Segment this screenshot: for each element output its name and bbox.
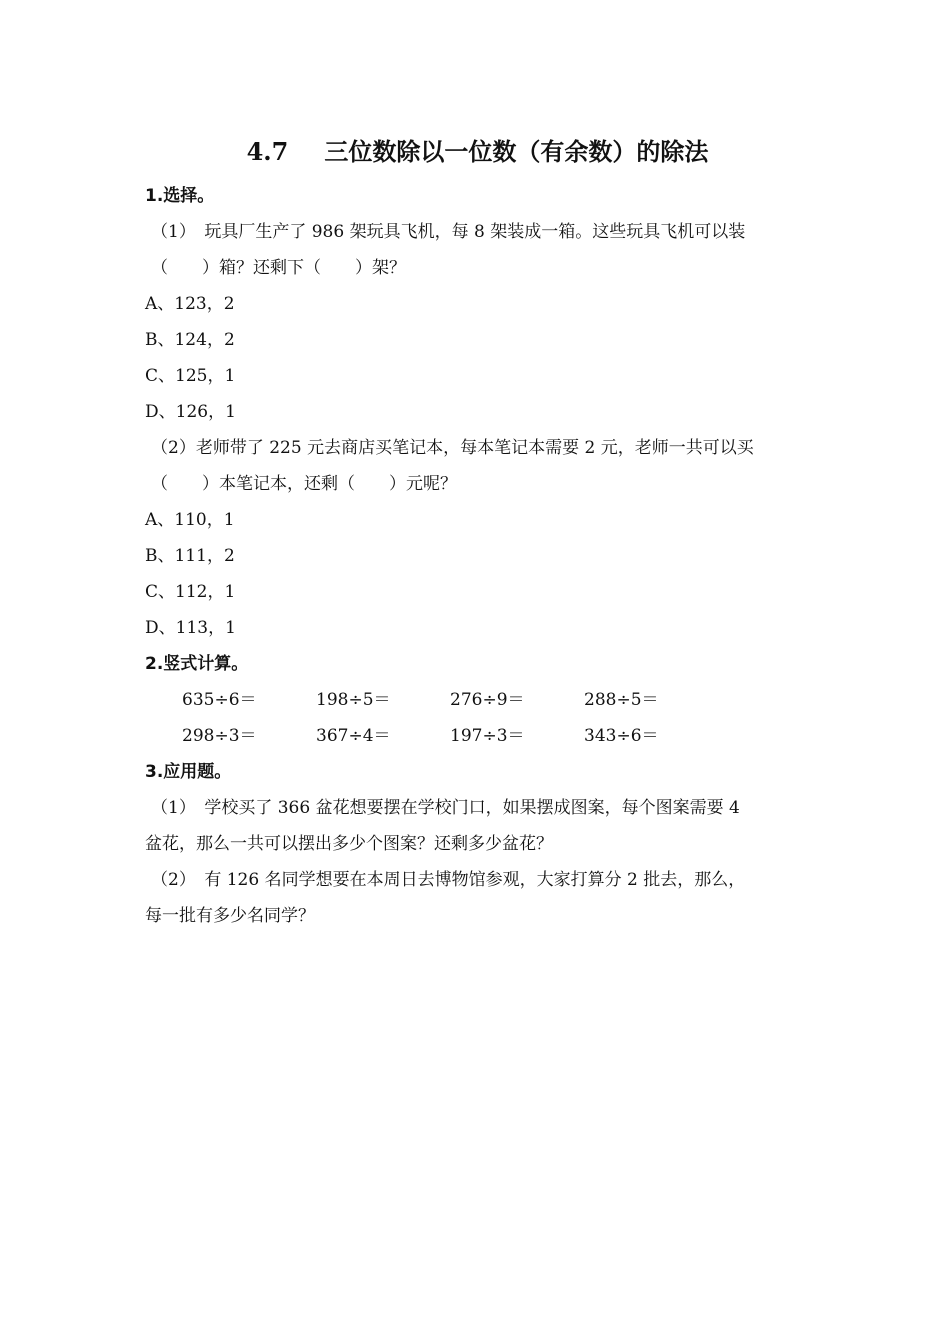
section1-heading: 1.选择。: [145, 186, 215, 206]
calc-item: 276÷9＝: [450, 690, 525, 710]
q2-text-line2: （ ）本笔记本，还剩（ ）元呢？: [151, 474, 457, 494]
section3-heading: 3.应用题。: [145, 762, 232, 782]
title-text: 三位数除以一位数（有余数）的除法: [324, 137, 709, 166]
q2-option-a: A、110，1: [145, 510, 235, 530]
q1-option-c: C、125，1: [145, 366, 236, 386]
app-q2-line1: （2） 有 126 名同学想要在本周日去博物馆参观，大家打算分 2 批去，那么，: [151, 870, 746, 890]
calc-item: 298÷3＝: [182, 726, 257, 746]
section2-heading: 2.竖式计算。: [145, 654, 249, 674]
calc-item: 343÷6＝: [584, 726, 659, 746]
q1-text-line1: （1） 玩具厂生产了 986 架玩具飞机，每 8 架装成一箱。这些玩具飞机可以装: [151, 222, 746, 242]
q1-text-line2: （ ）箱？还剩下（ ）架？: [151, 258, 406, 278]
q2-option-c: C、112，1: [145, 582, 236, 602]
calc-row-1: [145, 682, 810, 718]
app-q1-line1: （1） 学校买了 366 盆花想要摆在学校门口，如果摆成图案，每个图案需要 4: [151, 798, 740, 818]
page-title: [145, 132, 810, 172]
app-q2-line2: 每一批有多少名同学？: [145, 906, 315, 926]
q1-option-d: D、126，1: [145, 402, 236, 422]
calc-item: 635÷6＝: [182, 690, 257, 710]
calc-item: 198÷5＝: [316, 690, 391, 710]
calc-item: 197÷3＝: [450, 726, 525, 746]
title-number: 4.7: [246, 137, 289, 166]
q1-option-a: A、123，2: [145, 294, 235, 314]
app-q1-line2: 盆花，那么一共可以摆出多少个图案？还剩多少盆花？: [145, 834, 553, 854]
q1-option-b: B、124，2: [145, 330, 235, 350]
q2-text-line1: （2）老师带了 225 元去商店买笔记本，每本笔记本需要 2 元，老师一共可以买: [151, 438, 754, 458]
calc-item: 367÷4＝: [316, 726, 391, 746]
q2-option-d: D、113，1: [145, 618, 236, 638]
calc-item: 288÷5＝: [584, 690, 659, 710]
worksheet: [145, 132, 810, 934]
calc-row-2: [145, 718, 810, 754]
q2-option-b: B、111，2: [145, 546, 235, 566]
